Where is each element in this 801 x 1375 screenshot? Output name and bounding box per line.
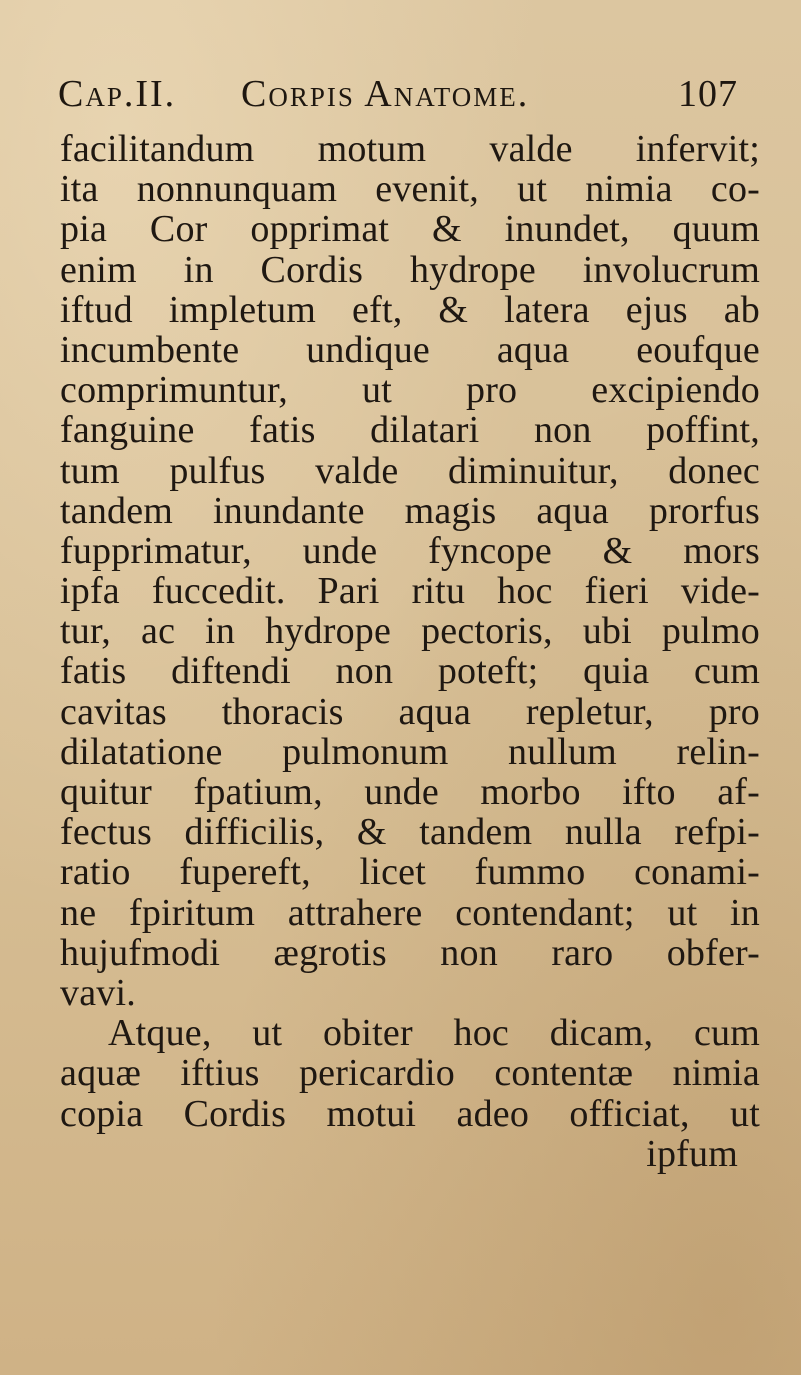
text-line: tur, ac in hydrope pectoris, ubi pulmo <box>60 610 760 653</box>
body-text <box>60 129 760 1174</box>
text-line: fanguine fatis dilatari non poffint, <box>60 409 760 452</box>
running-title: Corpis Anatome. <box>241 73 530 115</box>
text-line: Atque, ut obiter hoc dicam, cum <box>108 1012 760 1055</box>
text-line: dilatatione pulmonum nullum relin- <box>60 730 760 773</box>
text-line: tandem inundante magis aqua prorfus <box>60 489 760 532</box>
text-line: ita nonnunquam evenit, ut nimia co- <box>60 168 760 211</box>
text-line: facilitandum motum valde infervit; <box>60 128 760 170</box>
catchword: ipfum <box>646 1132 738 1175</box>
text-line: iftud impletum eft, & latera ejus ab <box>60 288 760 331</box>
text-line: fupprimatur, unde fyncope & mors <box>60 529 760 572</box>
text-line: ratio fupereft, licet fummo conami- <box>60 851 760 894</box>
text-line: pia Cor opprimat & inundet, quum <box>60 208 760 251</box>
text-line: fatis diftendi non poteft; quia cum <box>60 650 760 693</box>
text-line: quitur fpatium, unde morbo ifto af- <box>60 771 760 813</box>
text-line: copia Cordis motui adeo officiat, ut <box>60 1092 760 1135</box>
page-number: 107 <box>678 73 738 115</box>
text-line: incumbente undique aqua eoufque <box>60 328 760 371</box>
running-head <box>58 72 758 122</box>
text-line: cavitas thoracis aqua repletur, pro <box>60 690 760 733</box>
text-line: hujufmodi ægrotis non raro obfer- <box>60 931 760 974</box>
text-line: tum pulfus valde diminuitur, donec <box>60 449 760 492</box>
text-line: fectus difficilis, & tandem nulla refpi- <box>60 811 760 854</box>
text-line: enim in Cordis hydrope involucrum <box>60 248 760 291</box>
text-line: ne fpiritum attrahere contendant; ut in <box>60 891 760 934</box>
chapter-label: Cap.II. <box>58 73 177 115</box>
text-line: comprimuntur, ut pro excipiendo <box>60 369 760 412</box>
text-line: ipfa fuccedit. Pari ritu hoc fieri vide- <box>60 570 760 613</box>
text-line: vavi. <box>60 971 136 1014</box>
text-line: aquæ iftius pericardio contentæ nimia <box>60 1052 760 1095</box>
